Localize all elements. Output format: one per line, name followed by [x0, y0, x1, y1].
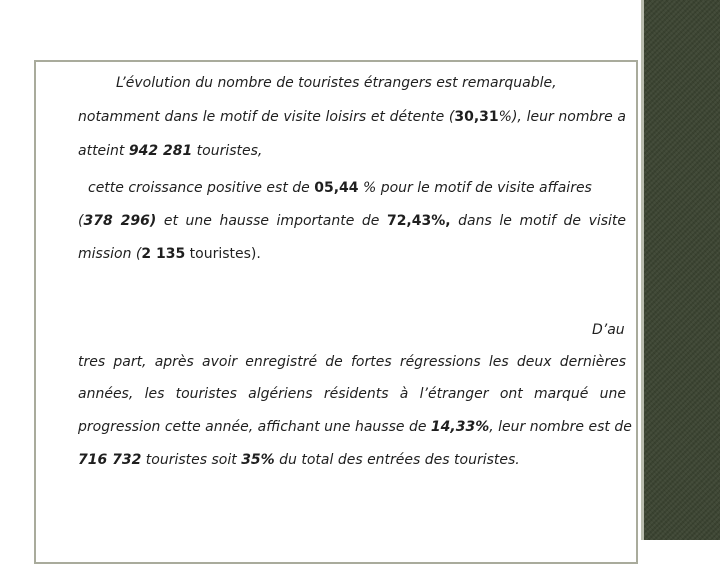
algerian-growth-percentage: 14,33% [430, 419, 490, 435]
paragraph-1-line-2 [78, 109, 626, 125]
paragraph-3-line-4 [78, 452, 520, 468]
loisirs-tourist-count: 942 281 [128, 143, 193, 159]
loisirs-percentage: 30,31 [454, 109, 499, 125]
text-segment: L’évolution du nombre de touristes étrangers est remarquable, [116, 75, 557, 91]
affaires-tourist-count: 378 296) [83, 213, 157, 229]
mission-percentage: 72,43%, [386, 213, 451, 229]
text-segment: hausse [219, 213, 269, 229]
text-segment: importante [276, 213, 355, 229]
text-segment: et [163, 213, 178, 229]
paragraph-3-line-2 [78, 386, 626, 402]
paragraph-2-line-1 [88, 180, 592, 196]
algerian-share-percentage: 35% [241, 452, 275, 468]
content-frame [34, 60, 638, 564]
paragraph-3-line-1 [78, 354, 626, 370]
text-segment: cette croissance positive est de [88, 180, 315, 196]
text-segment: mission ( [78, 246, 142, 262]
paragraph-2-line-2 [78, 213, 626, 229]
text-segment: %), leur nombre a [498, 109, 627, 125]
paragraph-3-line-0 [592, 322, 625, 338]
text-segment: de [563, 213, 582, 229]
text-segment: touristes soit [141, 452, 242, 468]
text-segment: progression cette année, affichant une hausse de [78, 419, 431, 435]
text-segment: dans [458, 213, 492, 229]
text-segment: ). [250, 246, 261, 262]
paragraph-2-line-3 [78, 246, 261, 262]
text-segment: du total des entrées des touristes. [274, 452, 520, 468]
text-segment: ( [78, 213, 84, 229]
text-segment: de [361, 213, 380, 229]
text-segment: touristes, [192, 143, 263, 159]
text-segment: , leur nombre est de [489, 419, 632, 435]
algerian-tourist-count: 716 732 [78, 452, 142, 468]
text-segment: touristes [185, 246, 251, 262]
text-segment: atteint [78, 143, 129, 159]
text-segment: le [499, 213, 512, 229]
text-segment: tres part, après avoir enregistré de fortes régressions les deux dernières [78, 354, 626, 370]
affaires-percentage: 05,44 [314, 180, 359, 196]
paragraph-3-line-3 [78, 419, 632, 435]
paragraph-1-line-3 [78, 143, 262, 159]
text-segment: visite [588, 213, 627, 229]
text-segment: D’au [592, 322, 625, 338]
paragraph-1-line-1 [116, 75, 557, 91]
mission-tourist-count: 2 135 [141, 246, 186, 262]
decorative-side-strip [641, 0, 720, 540]
text-segment: notamment dans le motif de visite loisirs et détente ( [78, 109, 455, 125]
text-segment: une [185, 213, 212, 229]
text-segment: années, les touristes algériens résidents à l’étranger ont marqué une [78, 386, 626, 402]
text-segment: % pour le motif de visite affaires [358, 180, 592, 196]
text-segment: motif [519, 213, 556, 229]
